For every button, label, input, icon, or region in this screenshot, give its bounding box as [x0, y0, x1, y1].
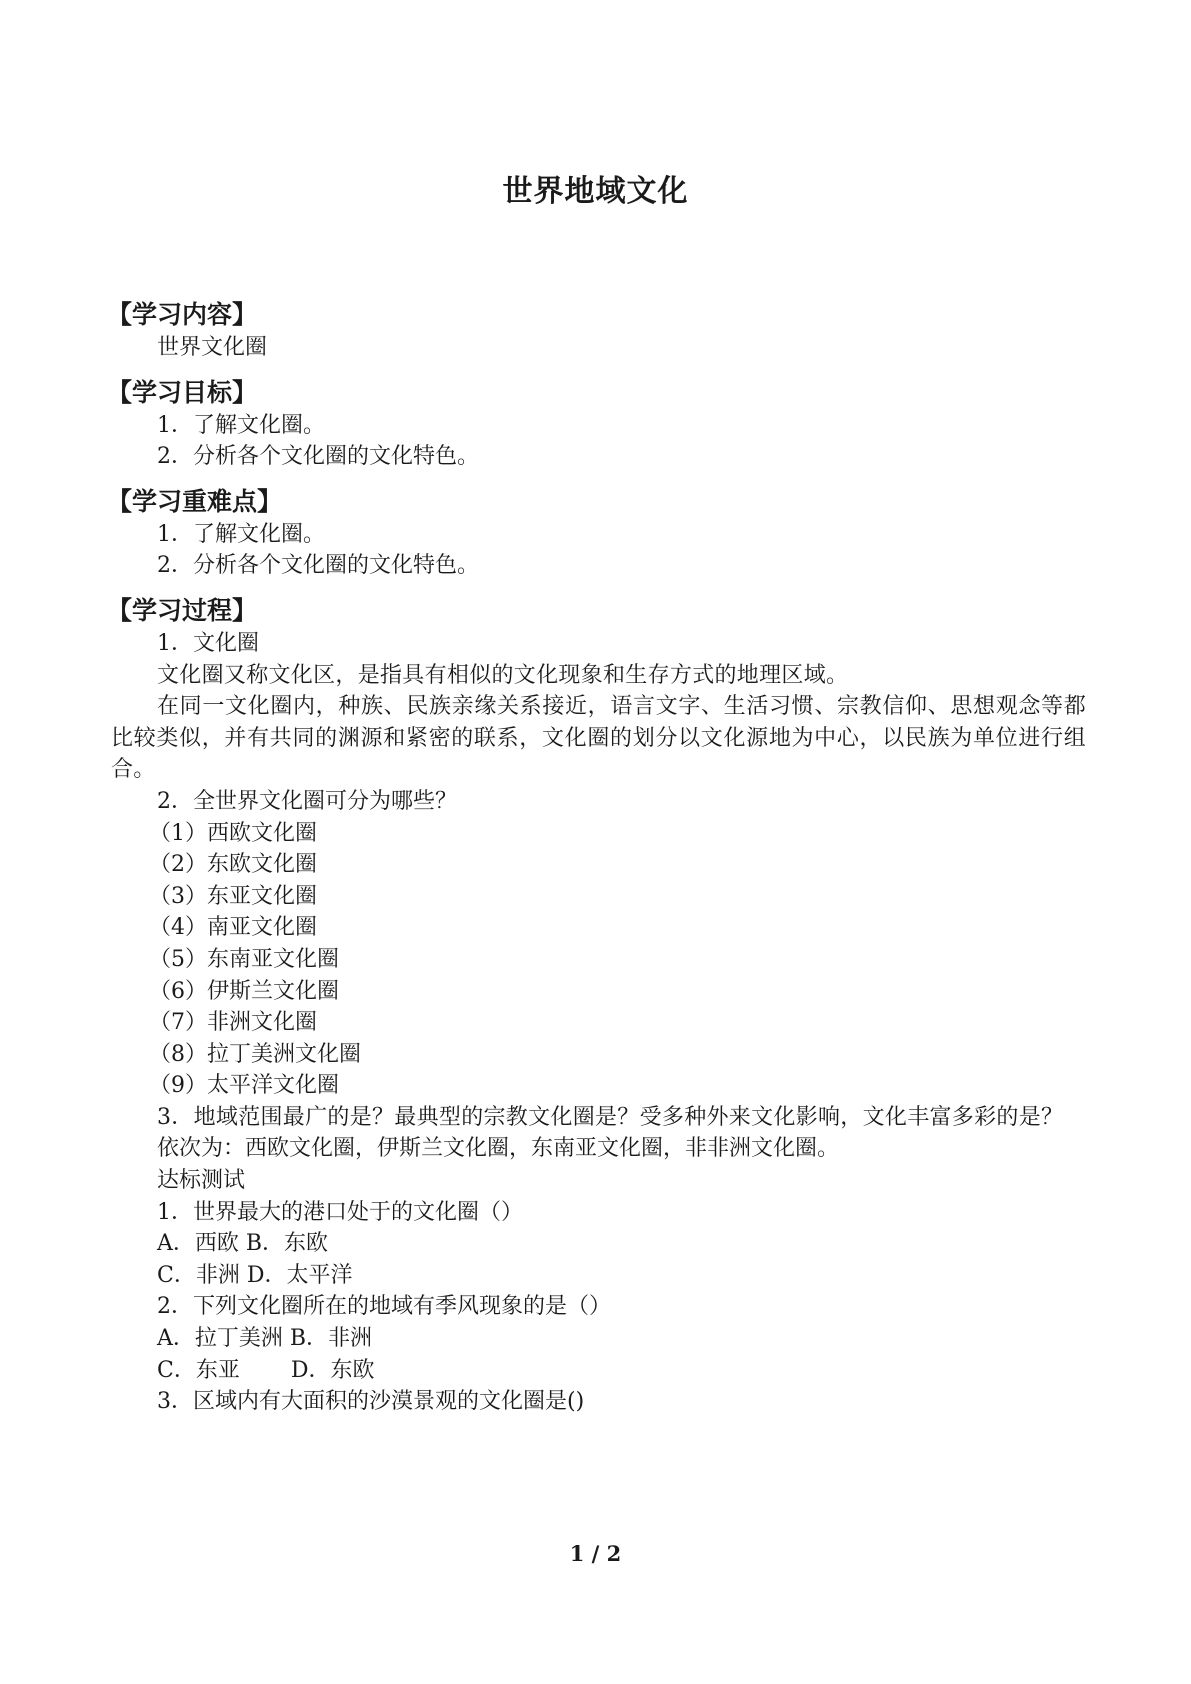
test-heading: 达标测试 — [157, 1168, 246, 1194]
document-body — [107, 298, 1086, 1418]
process-item3-question: 3．地域范围最广的是？最典型的宗教文化圈是？受多种外来文化影响，文化丰富多彩的是？ — [157, 1104, 1064, 1130]
list-item: （7）非洲文化圈 — [149, 1010, 317, 1036]
process-item1-title: 1．文化圈 — [157, 630, 259, 656]
test-question-3: 3．区域内有大面积的沙漠景观的文化圈是() — [157, 1389, 585, 1415]
test-question-2-options-a-b: A．拉丁美洲 B．非洲 — [157, 1326, 373, 1352]
section-heading-key-points: 【学习重难点】 — [107, 486, 283, 516]
list-item: （1）西欧文化圈 — [149, 820, 317, 846]
list-item: （2）东欧文化圈 — [149, 852, 317, 878]
test-question-2-options-c-d: C．东亚 D．东欧 — [157, 1357, 375, 1383]
process-item3-answer: 依次为：西欧文化圈，伊斯兰文化圈，东南亚文化圈，非非洲文化圈。 — [157, 1136, 840, 1162]
list-item: （4）南亚文化圈 — [149, 915, 317, 941]
key-point-item-2: 2．分析各个文化圈的文化特色。 — [157, 553, 479, 579]
learning-content-text: 世界文化圈 — [157, 335, 268, 360]
process-item1-paragraph-1: 文化圈又称文化区，是指具有相似的文化现象和生存方式的地理区域。 — [157, 662, 849, 688]
test-question-1-options-a-b: A．西欧 B．东欧 — [157, 1231, 329, 1257]
process-item1-paragraph-2: 在同一文化圈内，种族、民族亲缘关系接近，语言文字、生活习惯、宗教信仰、思想观念等都比较类似，并有共同的渊源和紧密的联系，文化圈的划分以文化源地为中心，以民族为单位进行组合。 — [111, 694, 1086, 783]
list-item: （5）东南亚文化圈 — [149, 946, 339, 972]
page-title: 世界地域文化 — [502, 174, 689, 209]
page-number: 1 / 2 — [569, 1541, 622, 1566]
process-item2-title: 2．全世界文化圈可分为哪些？ — [157, 788, 457, 814]
section-heading-learning-goals: 【学习目标】 — [107, 377, 258, 407]
test-question-2: 2．下列文化圈所在的地域有季风现象的是（） — [157, 1294, 611, 1320]
culture-circle-list — [111, 818, 1086, 1102]
list-item: （3）东亚文化圈 — [149, 883, 317, 909]
goal-item-1: 1．了解文化圈。 — [157, 412, 325, 438]
key-point-item-1: 1．了解文化圈。 — [157, 521, 325, 547]
test-question-1-options-c-d: C．非洲 D．太平洋 — [157, 1262, 353, 1288]
list-item: （6）伊斯兰文化圈 — [149, 978, 339, 1004]
goal-item-2: 2．分析各个文化圈的文化特色。 — [157, 444, 479, 470]
section-heading-learning-content: 【学习内容】 — [107, 300, 258, 329]
list-item: （8）拉丁美洲文化圈 — [149, 1041, 361, 1067]
section-heading-learning-process: 【学习过程】 — [107, 595, 258, 625]
test-question-1: 1．世界最大的港口处于的文化圈（） — [157, 1199, 523, 1225]
list-item: （9）太平洋文化圈 — [149, 1073, 339, 1099]
